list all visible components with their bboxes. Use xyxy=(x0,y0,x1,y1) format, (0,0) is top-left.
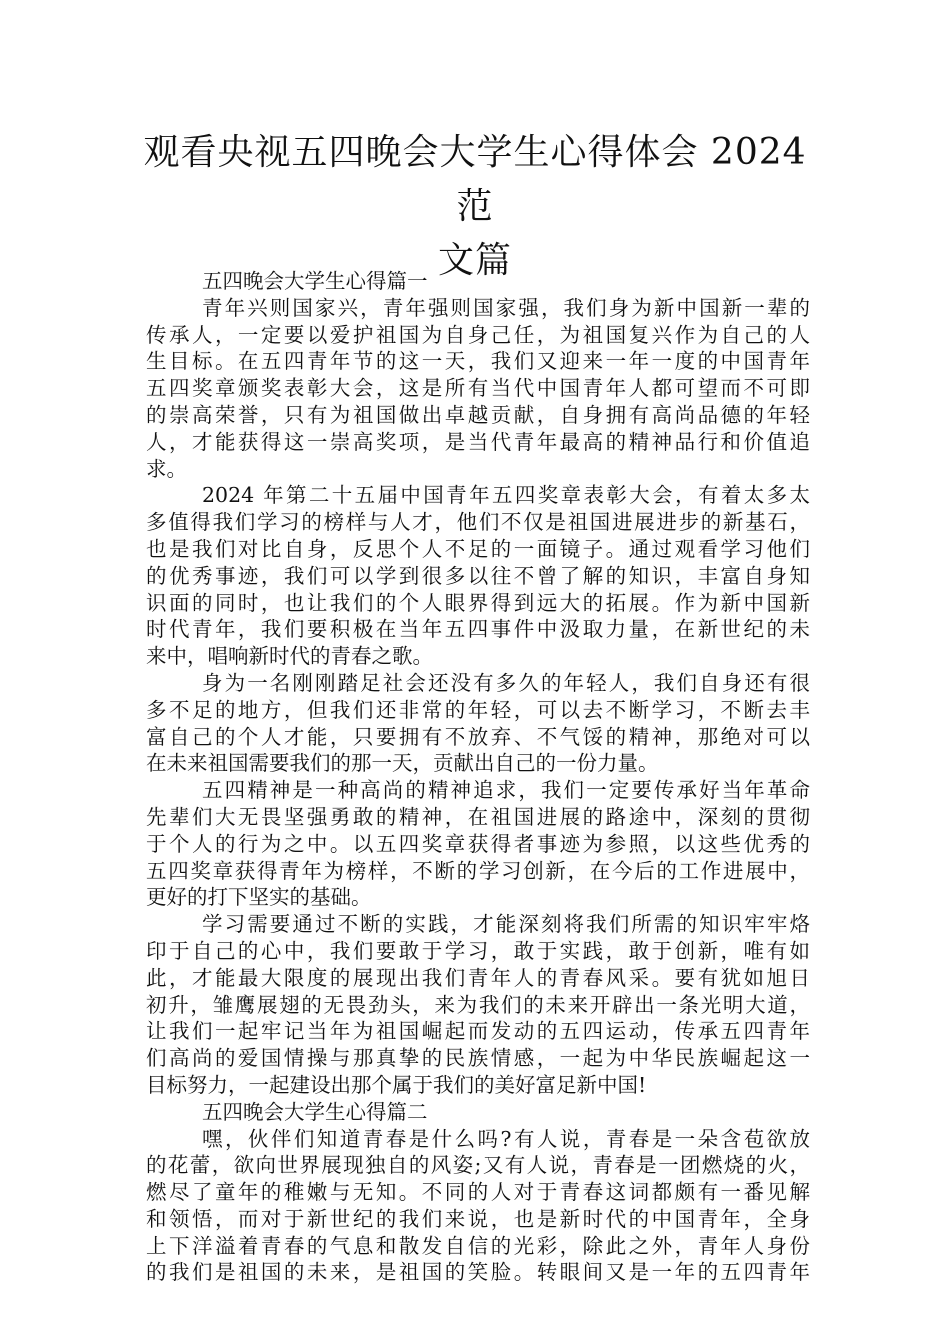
text-line: 上下洋溢着青春的气息和散发自信的光彩，除此之外，青年人身份 xyxy=(146,1233,810,1258)
text-line: 印于自己的心中，我们要敢于学习，敢于实践，敢于创新，唯有如 xyxy=(146,938,810,963)
text-line: 人，才能获得这一崇高奖项，是当代青年最高的精神品行和价值追 xyxy=(146,429,810,454)
text-line: 五四奖章获得青年为榜样，不断的学习创新，在今后的工作进展中， xyxy=(146,858,810,883)
section-heading: 五四晚会大学生心得篇二 xyxy=(202,1099,428,1124)
text-line: 此，才能最大限度的展现出我们青年人的青春风采。要有犹如旭日 xyxy=(146,965,810,990)
text-line: 2024 年第二十五届中国青年五四奖章表彰大会，有着太多太 xyxy=(202,483,810,508)
document-title xyxy=(120,126,830,288)
text-line: 的崇高荣誉，只有为祖国做出卓越贡献，自身拥有高尚品德的年轻 xyxy=(146,402,810,427)
document-body xyxy=(146,268,810,1286)
text-line: 于个人的行为之中。以五四奖章获得者事迹为参照，以这些优秀的 xyxy=(146,831,810,856)
text-line: 来中，唱响新时代的青春之歌。 xyxy=(146,644,433,669)
document-title-line-2: 文篇 xyxy=(437,240,512,281)
text-line: 在未来祖国需要我们的那一天，贡献出自己的一份力量。 xyxy=(146,751,659,776)
text-line: 和领悟，而对于新世纪的我们来说，也是新时代的中国青年，全身 xyxy=(146,1206,810,1231)
text-line: 识面的同时，也让我们的个人眼界得到远大的拓展。作为新中国新 xyxy=(146,590,810,615)
text-line: 求。 xyxy=(146,456,187,481)
text-line: 五四精神是一种高尚的精神追求，我们一定要传承好当年革命 xyxy=(202,778,810,803)
text-line: 们高尚的爱国情操与那真挚的民族情感，一起为中华民族崛起这一 xyxy=(146,1046,810,1071)
text-line: 多值得我们学习的榜样与人才，他们不仅是祖国进展进步的新基石， xyxy=(146,510,810,535)
text-line: 的花蕾，欲向世界展现独自的风姿;又有人说，青春是一团燃烧的火， xyxy=(146,1153,810,1178)
text-line: 多不足的地方，但我们还非常的年轻，可以去不断学习，不断去丰 xyxy=(146,697,810,722)
text-line: 五四奖章颁奖表彰大会，这是所有当代中国青年人都可望而不可即 xyxy=(146,376,810,401)
text-line: 富自己的个人才能，只要拥有不放弃、不气馁的精神，那绝对可以 xyxy=(146,724,810,749)
text-line: 先辈们大无畏坚强勇敢的精神，在祖国进展的路途中，深刻的贯彻 xyxy=(146,804,810,829)
text-line: 燃尽了童年的稚嫩与无知。不同的人对于青春这词都颇有一番见解 xyxy=(146,1180,810,1205)
text-line: 更好的打下坚实的基础。 xyxy=(146,885,372,910)
text-line: 嘿，伙伴们知道青春是什么吗?有人说，青春是一朵含苞欲放 xyxy=(202,1126,810,1151)
text-line: 青年兴则国家兴，青年强则国家强，我们身为新中国新一辈的 xyxy=(202,295,810,320)
text-line: 初升，雏鹰展翅的无畏劲头，来为我们的未来开辟出一条光明大道， xyxy=(146,992,810,1017)
text-line: 目标努力，一起建设出那个属于我们的美好富足新中国! xyxy=(146,1072,647,1097)
section-heading: 五四晚会大学生心得篇一 xyxy=(202,269,428,293)
text-line: 生目标。在五四青年节的这一天，我们又迎来一年一度的中国青年 xyxy=(146,349,810,374)
text-line: 让我们一起牢记当年为祖国崛起而发动的五四运动，传承五四青年 xyxy=(146,1019,810,1044)
text-line: 的我们是祖国的未来，是祖国的笑脸。转眼间又是一年的五四青年 xyxy=(146,1260,810,1285)
document-title-line-1: 观看央视五四晚会大学生心得体会 2024 范 xyxy=(143,132,807,227)
text-line: 时代青年，我们要积极在当年五四事件中汲取力量，在新世纪的未 xyxy=(146,617,810,642)
text-line: 传承人，一定要以爱护祖国为自身己任，为祖国复兴作为自己的人 xyxy=(146,322,810,347)
text-line: 的优秀事迹，我们可以学到很多以往不曾了解的知识，丰富自身知 xyxy=(146,563,810,588)
text-line: 身为一名刚刚踏足社会还没有多久的年轻人，我们自身还有很 xyxy=(202,670,810,695)
text-line: 也是我们对比自身，反思个人不足的一面镜子。通过观看学习他们 xyxy=(146,536,810,561)
text-line: 学习需要通过不断的实践，才能深刻将我们所需的知识牢牢烙 xyxy=(202,912,810,937)
